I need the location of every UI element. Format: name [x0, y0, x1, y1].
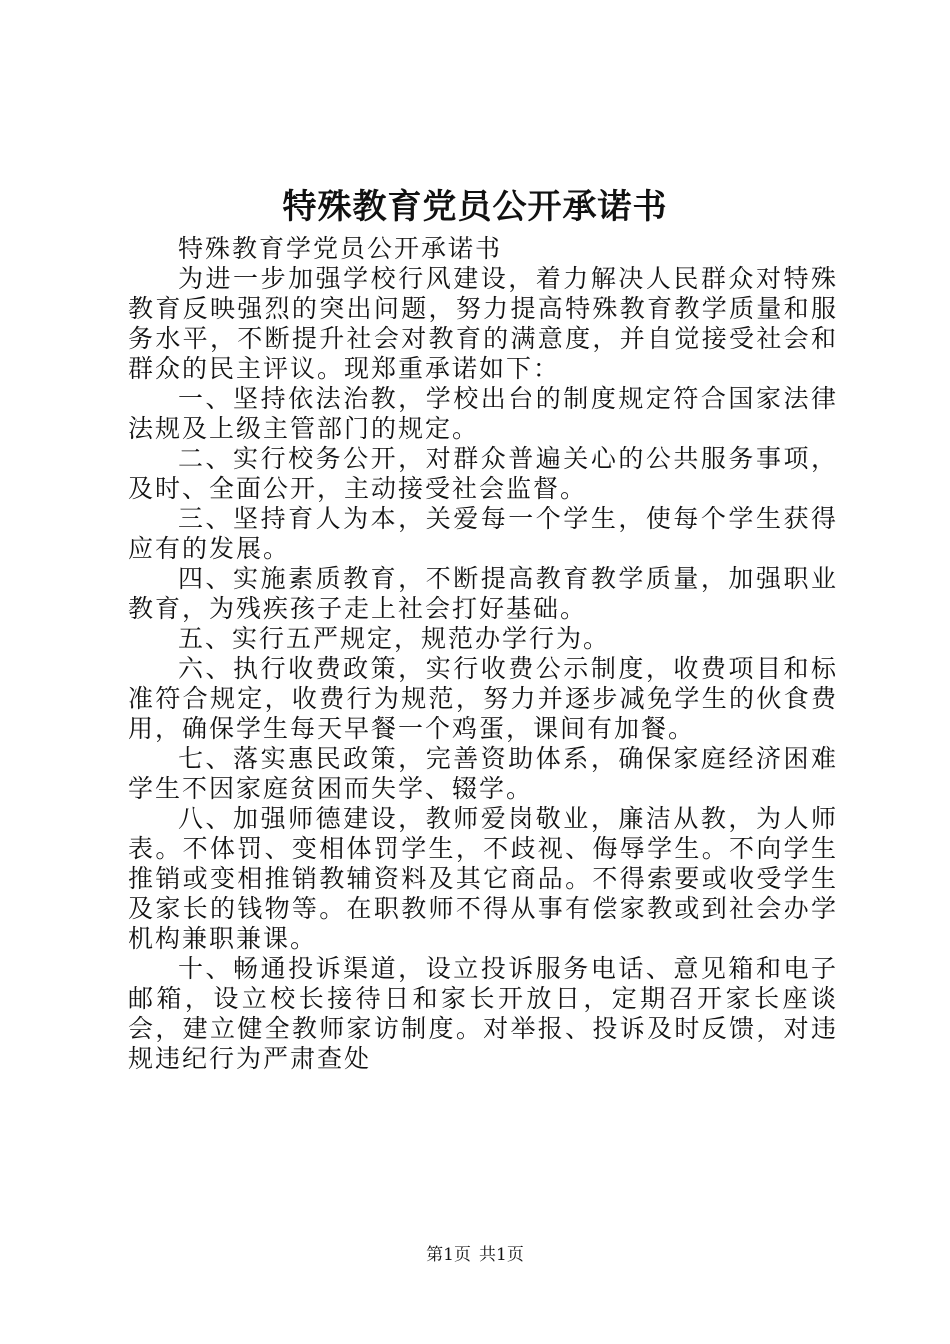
commitment-paragraph-4: 四、实施素质教育，不断提高教育教学质量，加强职业教育，为残疾孩子走上社会打好基础。	[128, 564, 838, 623]
document-title: 特殊教育党员公开承诺书	[282, 187, 668, 227]
commitment-paragraph-3: 三、坚持育人为本，关爱每一个学生，使每个学生获得应有的发展。	[128, 504, 838, 563]
commitment-paragraph-5: 五、实行五严规定，规范办学行为。	[178, 624, 611, 653]
intro-paragraph: 为进一步加强学校行风建设，着力解决人民群众对特殊教育反映强烈的突出问题，努力提高特殊教育教学质量和服务水平，不断提升社会对教育的满意度，并自觉接受社会和群众的民主评议。现郑重承诺如下：	[128, 264, 838, 383]
page-number-current: 第1页	[426, 1245, 471, 1265]
page-number-total: 共1页	[479, 1245, 524, 1265]
commitment-paragraph-8: 八、加强师德建设，教师爱岗敬业，廉洁从教，为人师表。不体罚、变相体罚学生，不歧视、侮辱学生。不向学生推销或变相推销教辅资料及其它商品。不得索要或收受学生及家长的钱物等。在职教师不得从事有偿家教或到社会办学机构兼职兼课。	[128, 804, 838, 953]
commitment-paragraph-6: 六、执行收费政策，实行收费公示制度，收费项目和标准符合规定，收费行为规范，努力并逐步减免学生的伙食费用，确保学生每天早餐一个鸡蛋，课间有加餐。	[128, 654, 838, 743]
document-body	[128, 234, 838, 1074]
page-footer	[0, 1243, 950, 1267]
commitment-paragraph-10: 十、畅通投诉渠道，设立投诉服务电话、意见箱和电子邮箱，设立校长接待日和家长开放日，定期召开家长座谈会，建立健全教师家访制度。对举报、投诉及时反馈，对违规违纪行为严肃查处	[128, 954, 838, 1073]
commitment-paragraph-1: 一、坚持依法治教，学校出台的制度规定符合国家法律法规及上级主管部门的规定。	[128, 384, 838, 443]
subtitle-paragraph: 特殊教育学党员公开承诺书	[178, 234, 503, 263]
commitment-paragraph-2: 二、实行校务公开，对群众普遍关心的公共服务事项，及时、全面公开，主动接受社会监督。	[128, 444, 838, 503]
commitment-paragraph-7: 七、落实惠民政策，完善资助体系，确保家庭经济困难学生不因家庭贫困而失学、辍学。	[128, 744, 838, 803]
